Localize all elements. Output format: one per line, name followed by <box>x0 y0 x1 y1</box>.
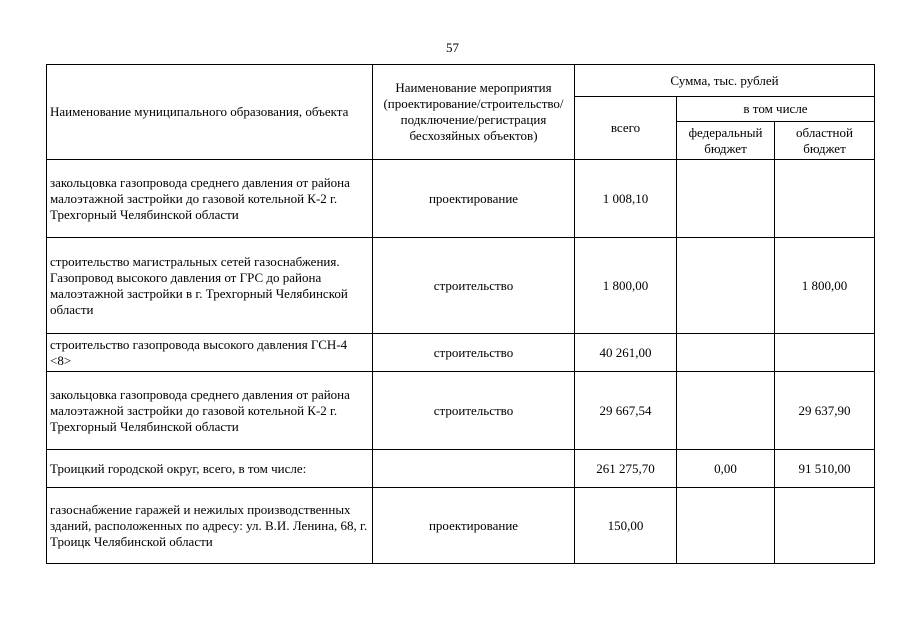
cell-regional: 1 800,00 <box>775 238 875 334</box>
cell-total: 1 008,10 <box>575 160 677 238</box>
table-row <box>47 450 875 488</box>
cell-regional: 91 510,00 <box>775 450 875 488</box>
cell-federal <box>677 488 775 564</box>
cell-object: закольцовка газопровода среднего давления от района малоэтажной застройки до газовой котельной К-2 г. Трехгорный Челябинской области <box>47 160 373 238</box>
cell-total: 29 667,54 <box>575 372 677 450</box>
table-row <box>47 238 875 334</box>
cell-measure: строительство <box>373 238 575 334</box>
table-row <box>47 488 875 564</box>
gasification-table <box>46 64 875 564</box>
cell-regional <box>775 334 875 372</box>
cell-federal <box>677 160 775 238</box>
cell-federal: 0,00 <box>677 450 775 488</box>
cell-measure: строительство <box>373 334 575 372</box>
cell-federal <box>677 372 775 450</box>
table-row <box>47 160 875 238</box>
cell-federal <box>677 238 775 334</box>
cell-regional <box>775 160 875 238</box>
cell-object: Троицкий городской округ, всего, в том числе: <box>47 450 373 488</box>
header-federal: федеральный бюджет <box>677 122 775 160</box>
cell-measure: проектирование <box>373 160 575 238</box>
cell-total: 40 261,00 <box>575 334 677 372</box>
header-regional: областной бюджет <box>775 122 875 160</box>
cell-regional <box>775 488 875 564</box>
cell-object: строительство магистральных сетей газоснабжения. Газопровод высокого давления от ГРС до района малоэтажной застройки в г. Трехгорный Челябинской области <box>47 238 373 334</box>
page-number: 57 <box>446 40 459 55</box>
cell-total: 1 800,00 <box>575 238 677 334</box>
cell-total: 150,00 <box>575 488 677 564</box>
table-row <box>47 372 875 450</box>
header-measure: Наименование мероприятия (проектирование/строительство/подключение/регистрация бесхозяйных объектов) <box>373 65 575 160</box>
header-sum: Сумма, тыс. рублей <box>575 65 875 97</box>
cell-regional: 29 637,90 <box>775 372 875 450</box>
cell-measure: строительство <box>373 372 575 450</box>
table-row <box>47 334 875 372</box>
cell-measure: проектирование <box>373 488 575 564</box>
header-total: всего <box>575 97 677 160</box>
cell-measure <box>373 450 575 488</box>
cell-federal <box>677 334 775 372</box>
cell-object: строительство газопровода высокого давления ГСН-4 <8> <box>47 334 373 372</box>
cell-total: 261 275,70 <box>575 450 677 488</box>
cell-object: закольцовка газопровода среднего давления от района малоэтажной застройки до газовой котельной К-2 г. Трехгорный Челябинской области <box>47 372 373 450</box>
header-including: в том числе <box>677 97 875 122</box>
cell-object: газоснабжение гаражей и нежилых производственных зданий, расположенных по адресу: ул. В.И. Ленина, 68, г. Троицк Челябинской области <box>47 488 373 564</box>
header-object: Наименование муниципального образования, объекта <box>47 65 373 160</box>
